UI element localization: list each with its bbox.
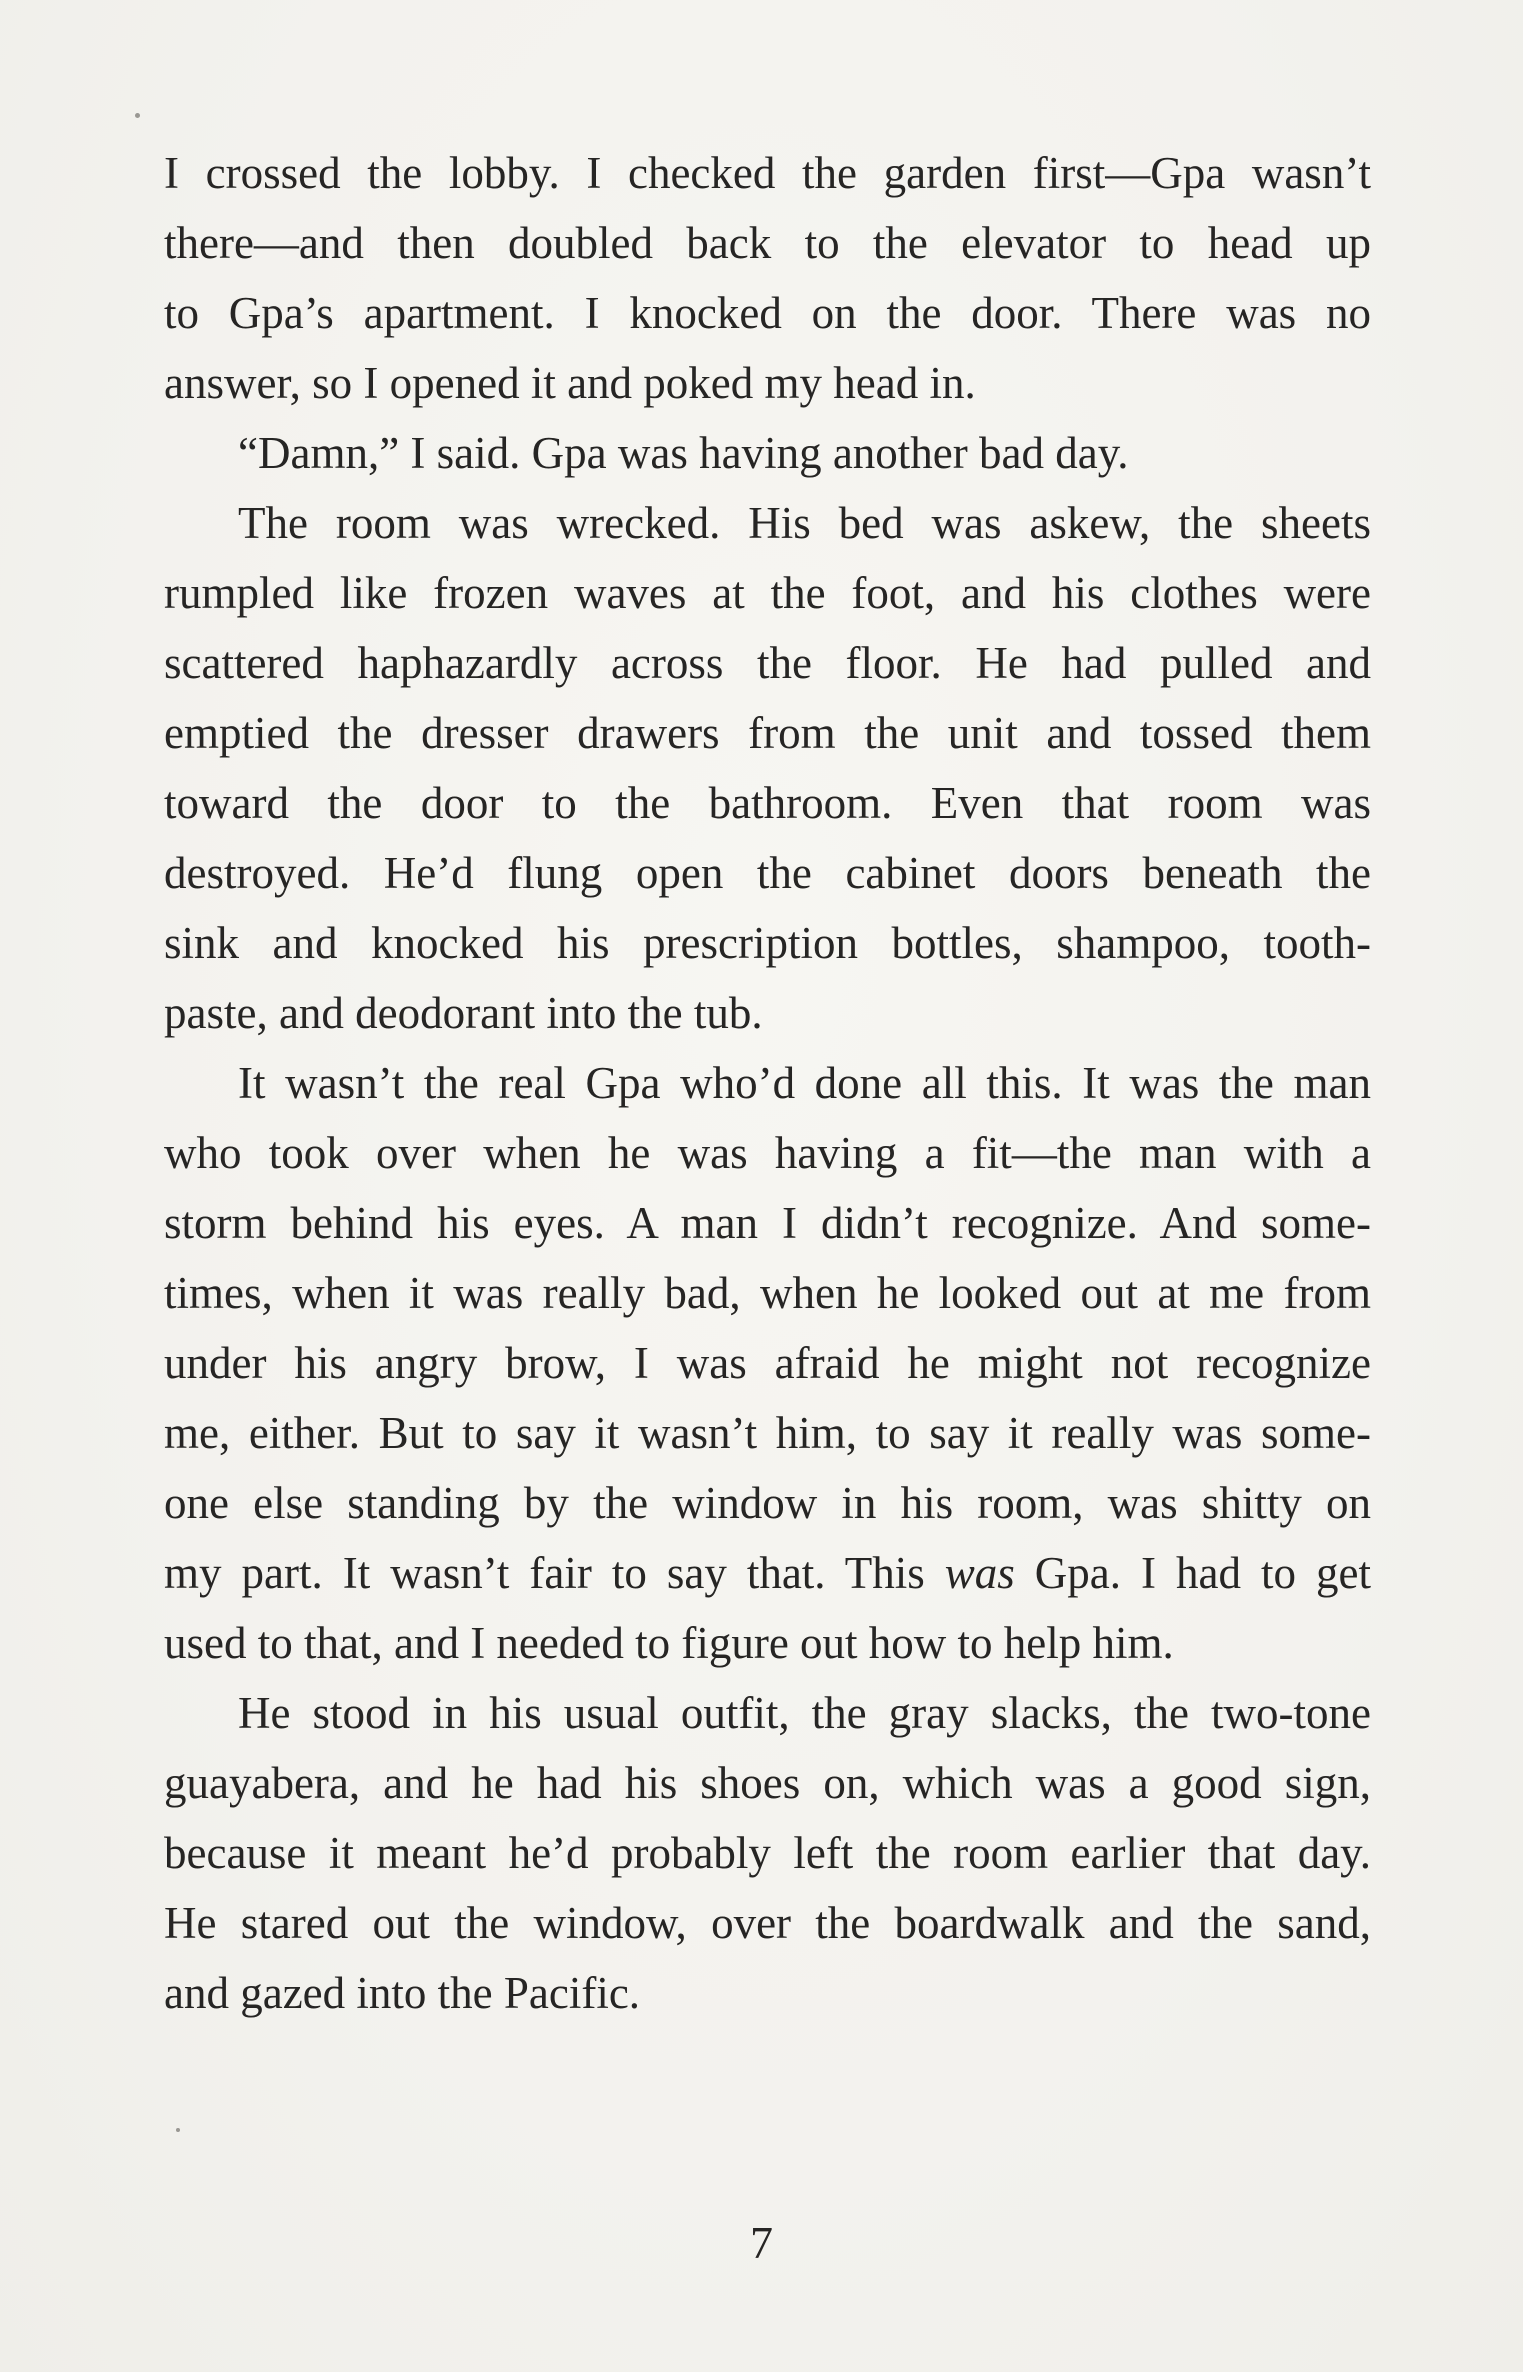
text-line: I crossed the lobby. I checked the garden first—Gpa wasn’t — [164, 148, 1371, 198]
text-line: scattered haphazardly across the floor. He had pulled and — [164, 638, 1371, 688]
text-line: It wasn’t the real Gpa who’d done all this. It was the man — [238, 1058, 1371, 1108]
text-line: times, when it was really bad, when he looked out at me from — [164, 1268, 1371, 1318]
text-line: because it meant he’d probably left the room earlier that day. — [164, 1828, 1371, 1878]
paragraph — [164, 1678, 1371, 2028]
text-line: used to that, and I needed to figure out how to help him. — [164, 1618, 1174, 1668]
text-line: “Damn,” I said. Gpa was having another bad day. — [238, 428, 1129, 478]
text-line: answer, so I opened it and poked my head in. — [164, 358, 976, 408]
text-line: storm behind his eyes. A man I didn’t recognize. And some- — [164, 1198, 1371, 1248]
text-line: He stood in his usual outfit, the gray slacks, the two-tone — [238, 1688, 1371, 1738]
paper-speck — [135, 113, 140, 118]
text-line: guayabera, and he had his shoes on, which was a good sign, — [164, 1758, 1371, 1808]
text-line: The room was wrecked. His bed was askew, the sheets — [238, 498, 1371, 548]
text-line: sink and knocked his prescription bottles, shampoo, tooth- — [164, 918, 1371, 968]
text-line: there—and then doubled back to the elevator to head up — [164, 218, 1371, 268]
text-line: to Gpa’s apartment. I knocked on the door. There was no — [164, 288, 1371, 338]
text-line: and gazed into the Pacific. — [164, 1968, 641, 2018]
text-line: under his angry brow, I was afraid he might not recognize — [164, 1338, 1371, 1388]
text-line: He stared out the window, over the boardwalk and the sand, — [164, 1898, 1371, 1948]
text-line: paste, and deodorant into the tub. — [164, 988, 763, 1038]
text-line: rumpled like frozen waves at the foot, and his clothes were — [164, 568, 1371, 618]
page-number: 7 — [750, 2217, 773, 2268]
text-line: one else standing by the window in his room, was shitty on — [164, 1478, 1371, 1528]
paragraph — [164, 488, 1371, 1048]
text-line: toward the door to the bathroom. Even that room was — [164, 778, 1371, 828]
text-line: emptied the dresser drawers from the unit and tossed them — [164, 708, 1371, 758]
body-text — [164, 138, 1371, 2028]
text-line: who took over when he was having a fit—the man with a — [164, 1128, 1371, 1178]
text-line: me, either. But to say it wasn’t him, to say it really was some- — [164, 1408, 1371, 1458]
text-line: destroyed. He’d flung open the cabinet doors beneath the — [164, 848, 1371, 898]
paragraph — [164, 138, 1371, 418]
italic-emphasis: was — [944, 1548, 1015, 1598]
paragraph — [164, 1048, 1371, 1678]
paragraph — [164, 418, 1371, 488]
text-line: my part. It wasn’t fair to say that. This was Gpa. I had to get — [164, 1548, 1371, 1598]
paper-speck — [176, 2128, 180, 2132]
